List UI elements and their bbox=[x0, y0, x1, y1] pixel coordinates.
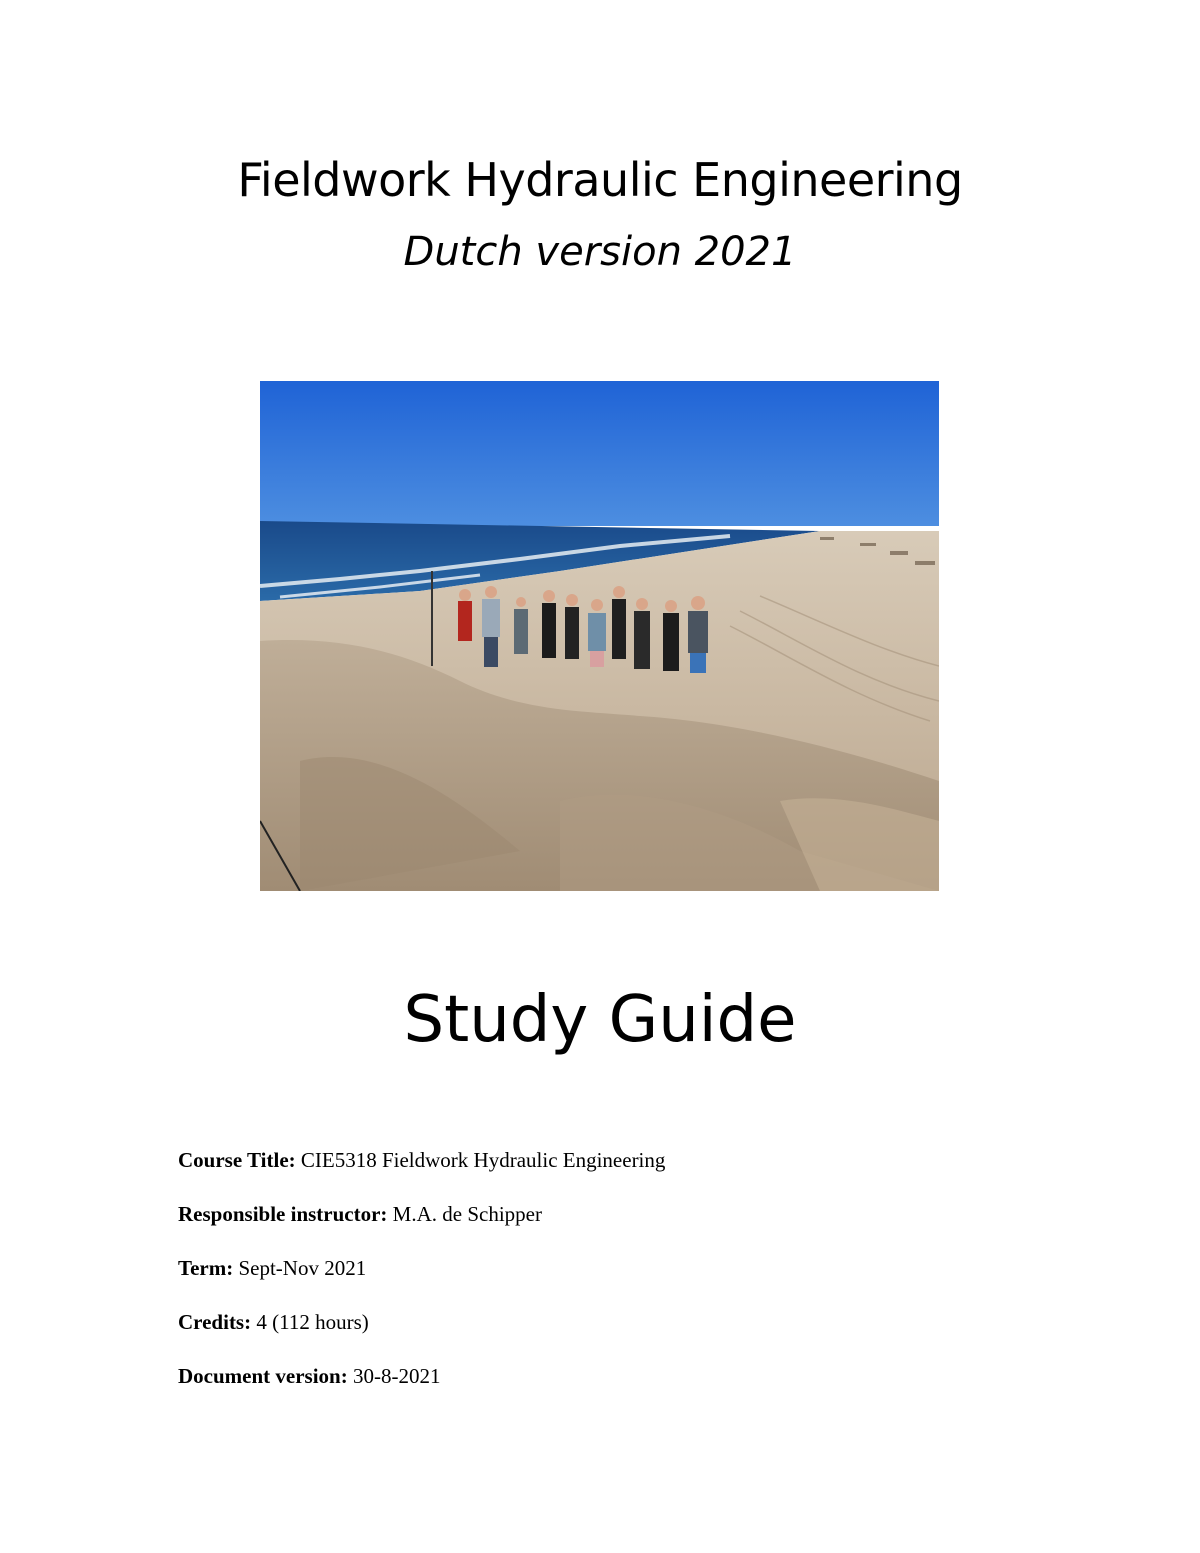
document-subtitle: Dutch version 2021 bbox=[403, 229, 797, 275]
detail-value: 4 (112 hours) bbox=[256, 1310, 369, 1334]
detail-document-version bbox=[178, 1360, 665, 1392]
detail-label: Responsible instructor: bbox=[178, 1202, 388, 1226]
detail-value: CIE5318 Fieldwork Hydraulic Engineering bbox=[300, 1148, 666, 1172]
detail-label: Term: bbox=[178, 1256, 234, 1280]
detail-responsible-instructor bbox=[178, 1198, 665, 1230]
detail-credits bbox=[178, 1306, 665, 1338]
beach-group-photo-icon bbox=[260, 381, 939, 891]
detail-label: Course Title: bbox=[178, 1148, 296, 1172]
detail-course-title bbox=[178, 1144, 665, 1176]
detail-value: Sept-Nov 2021 bbox=[238, 1256, 367, 1280]
course-details bbox=[178, 1144, 665, 1414]
study-guide-heading: Study Guide bbox=[403, 983, 797, 1057]
detail-value: M.A. de Schipper bbox=[392, 1202, 542, 1226]
detail-term bbox=[178, 1252, 665, 1284]
detail-label: Document version: bbox=[178, 1364, 348, 1388]
detail-label: Credits: bbox=[178, 1310, 252, 1334]
document-title: Fieldwork Hydraulic Engineering bbox=[237, 153, 963, 207]
detail-value: 30-8-2021 bbox=[352, 1364, 441, 1388]
cover-photo bbox=[260, 381, 939, 891]
